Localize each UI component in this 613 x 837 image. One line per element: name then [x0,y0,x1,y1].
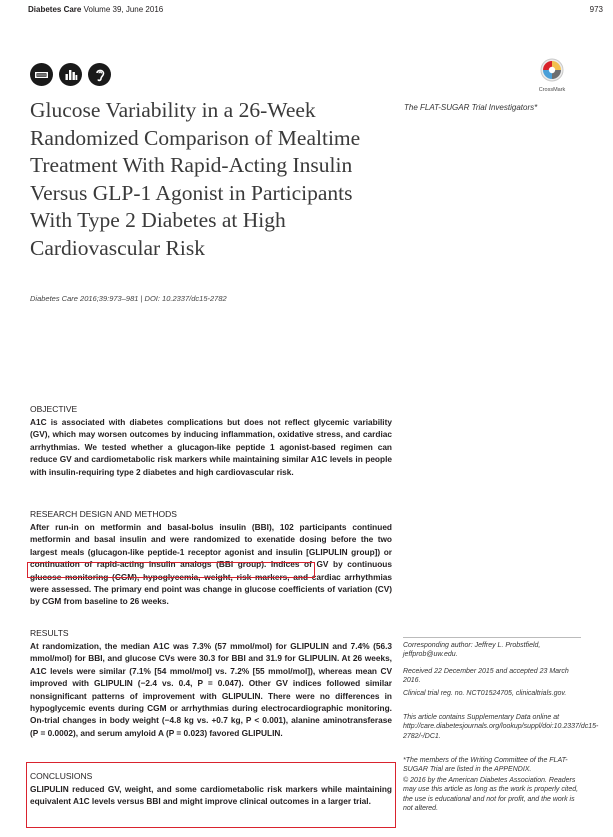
audio-icon[interactable] [88,63,111,86]
section-heading: RESULTS [30,628,69,638]
supplementary-note: This article contains Supplementary Data online at http://care.diabetesjournals.org/lookup/suppl/doi:10.2337/dc15-2782/-/DC1. [403,714,599,740]
committee-note: *The members of the Writing Committee of the FLAT-SUGAR Trial are listed in the APPENDIX. [403,757,568,774]
author-line: The FLAT-SUGAR Trial Investigators* [404,103,538,112]
highlight-box-methods [27,562,315,578]
citation-line: Diabetes Care 2016;39:973–981 | DOI: 10.2337/dc15-2782 [30,294,227,303]
trial-registration: Clinical trial reg. no. NCT01524705, clinicaltrials.gov. [403,690,567,697]
abstract-objective [30,403,392,478]
journal-name: Diabetes Care [28,5,82,14]
section-heading: OBJECTIVE [30,404,78,414]
crossmark-label: CrossMark [538,87,566,93]
cme-icon[interactable] [30,63,53,86]
section-heading: CONCLUSIONS [30,771,93,781]
article-title: Glucose Variability in a 26-Week Randomized Comparison of Mealtime Treatment With Rapid-Acting Insulin Versus GLP-1 Agonist in Participants With Type 2 Diabetes at High Cardiovascular Risk [30,98,361,260]
section-text: A1C is associated with diabetes complications but does not reflect glycemic variability (GV), which may worsen outcomes by inducing inflammation, oxidative stress, and cardiac arrhythmias. We tested whether a glucagon-like peptide 1 agonist-based regimen can reduce GV and cardiometabolic risk markers while maintaining similar A1C levels in people with insulin-requiring type 2 diabetes and high cardiovascular risk. [30,417,392,477]
crossmark-badge[interactable] [535,58,569,93]
copyright-note: © 2016 by the American Diabetes Association. Readers may use this article as long as the work is properly cited, the use is educational and not for profit, and the work is not altered. [403,777,579,813]
highlight-box-conclusions [26,762,396,828]
abstract-results [30,627,392,739]
data-supplement-icon[interactable] [59,63,82,86]
page-number: 973 [589,5,603,14]
section-heading: RESEARCH DESIGN AND METHODS [30,509,177,519]
section-text: At randomization, the median A1C was 7.3% (57 mmol/mol) for GLIPULIN and 7.4% (56.3 mmol/mol) for BBI, and glucose CVs were 30.3 for BBI and 31.9 for GLIPULIN. At 26 weeks, A1C levels were similar (7.1% [54 mmol/mol] vs. 7.2% [55 mmol/mol]), whereas mean CV improved with GLIPULIN (−2.4 vs. 0.4, P = 0.047). Other GV indices followed similar nonsignificant patterns of improvement with GLIPULIN. There were no differences in hypoglycemic events during CGM or arrhythmias during electrocardiographic monitoring. On-trial changes in body weight (−4.8 kg vs. +0.7 kg, P < 0.001), alanine aminotransferase (P = 0.0002), and serum amyloid A (P = 0.023) favored GLIPULIN. [30,641,392,738]
abstract-methods [30,508,392,608]
corresponding-author: Corresponding author: Jeffrey L. Probstfield, jeffprob@uw.edu. [403,642,541,659]
section-text: After run-in on metformin and basal-bolus insulin (BBI), 102 participants continued metformin and basal insulin and were randomized to exenatide dosing before the two largest meals (glucagon-like peptide-1 receptor agonist and insulin [GLIPULIN group]) or continuation of rapid-acting insulin analogs (BBI group). Indices of GV by continuous glucose monitoring (CGM), hypoglycemia, weight, risk markers, and cardiac arrhythmias were assessed. The primary end point was change in glucose coefficients of variation (CV) by CGM from baseline to 26 weeks. [30,522,392,607]
feature-icons [30,63,111,86]
crossmark-icon [537,58,567,82]
sidebar-divider [403,637,581,638]
received-dates: Received 22 December 2015 and accepted 23 March 2016. [403,668,569,685]
section-text: GLIPULIN reduced GV, weight, and some cardiometabolic risk markers while maintaining equivalent A1C levels versus BBI and might improve clinical outcomes in a larger trial. [30,784,392,807]
running-header [28,5,163,14]
volume-info: Volume 39, June 2016 [83,5,164,14]
